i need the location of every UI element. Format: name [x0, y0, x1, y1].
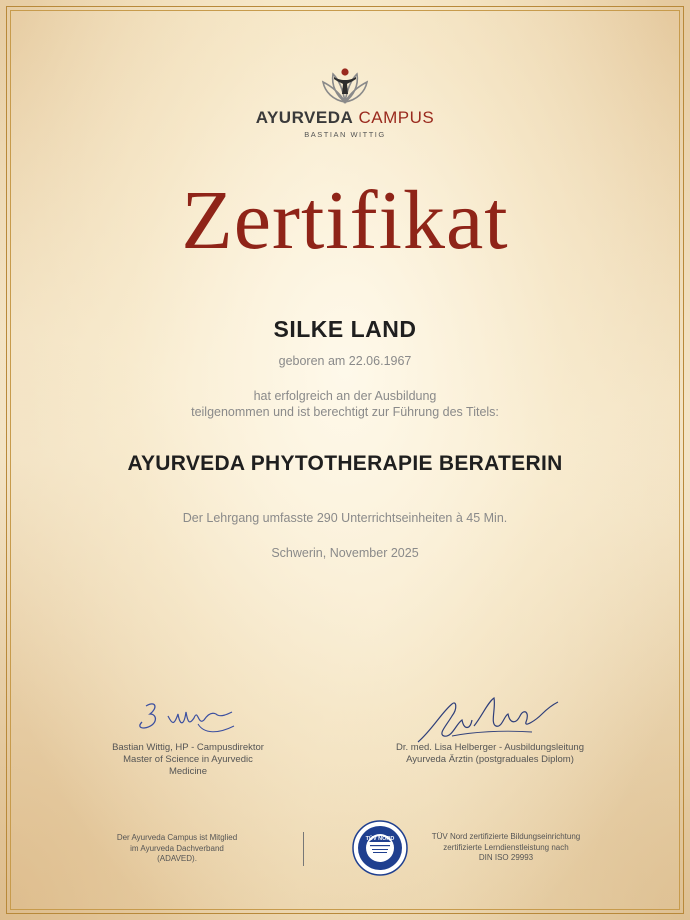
- brand-subtitle: BASTIAN WITTIG: [304, 130, 386, 139]
- membership-line3: (ADAVED).: [157, 854, 197, 863]
- brand-name: [0, 108, 690, 128]
- membership-note: [92, 833, 262, 865]
- birth-date: geboren am 22.06.1967: [278, 354, 412, 368]
- statement-line-2: teilgenommen und ist berechtigt zur Führung des Titels:: [191, 405, 499, 419]
- membership-line2: im Ayurveda Dachverband: [130, 843, 224, 853]
- brand-bold: AYURVEDA: [255, 108, 354, 127]
- lotus-figure-icon: [317, 64, 373, 104]
- place-date: Schwerin, November 2025: [271, 546, 419, 560]
- signature-left-line1: Bastian Wittig, HP - Campusdirektor: [112, 742, 264, 753]
- brand-light: CAMPUS: [358, 108, 435, 127]
- course-info: Der Lehrgang umfasste 290 Unterrichtseinheiten à 45 Min.: [182, 511, 508, 525]
- signature-right-line2: Ayurveda Ärztin (postgraduales Diplom): [406, 754, 574, 765]
- statement-line-1: hat erfolgreich an der Ausbildung: [253, 389, 437, 403]
- ayurveda-campus-logo: [0, 64, 690, 139]
- footer-divider: [303, 832, 304, 866]
- signature-right-caption: [380, 742, 600, 766]
- certification-line2: zertifizierte Lerndienstleistung nach: [443, 842, 569, 852]
- signature-right-line1: Dr. med. Lisa Helberger - Ausbildungsleitung: [396, 742, 584, 753]
- signature-left-line3: Medicine: [168, 766, 208, 777]
- seal-text: TÜV NORD: [365, 836, 395, 842]
- tuv-nord-seal-icon: [352, 820, 408, 876]
- membership-line1: Der Ayurveda Campus ist Mitglied: [116, 833, 238, 842]
- signature-left-line2: Master of Science in Ayurvedic: [123, 754, 253, 765]
- certification-line3: DIN ISO 29993: [478, 853, 534, 862]
- certification-note: [416, 832, 596, 864]
- signature-left-scribble: [128, 694, 248, 742]
- degree-title: AYURVEDA PHYTOTHERAPIE BERATERIN: [127, 452, 563, 475]
- signature-left-caption: [88, 742, 288, 778]
- certification-line1: TÜV Nord zertifizierte Bildungseinrichtung: [431, 832, 581, 841]
- certificate-title: Zertifikat: [181, 174, 509, 267]
- recipient-name: SILKE LAND: [273, 316, 417, 342]
